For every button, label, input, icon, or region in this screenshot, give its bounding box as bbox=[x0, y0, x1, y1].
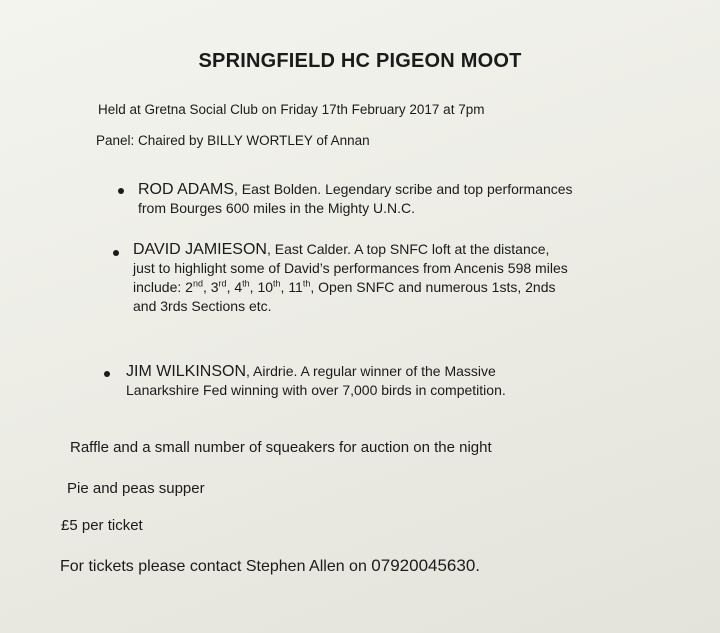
speaker-item-jim-wilkinson bbox=[126, 362, 506, 400]
speaker-description: , East Calder. A top SNFC loft at the distance, bbox=[266, 241, 550, 257]
ticket-price: £5 per ticket bbox=[61, 517, 143, 534]
placing: 10th bbox=[257, 278, 281, 295]
speaker-name: ROD ADAMS bbox=[138, 181, 235, 198]
speaker-line: from Bourges 600 miles in the Mighty U.N.C. bbox=[138, 200, 415, 216]
speaker-name: DAVID JAMIESON bbox=[133, 241, 267, 258]
speaker-description: , East Bolden. Legendary scribe and top performances bbox=[234, 181, 573, 197]
contact-phone: 07920045630. bbox=[371, 556, 481, 575]
placing: 11th bbox=[288, 278, 311, 295]
contact-text: For tickets please contact Stephen Allen on bbox=[60, 558, 372, 575]
placing: 4th bbox=[234, 278, 250, 295]
supper-line: Pie and peas supper bbox=[67, 480, 205, 497]
venue-date-line: Held at Gretna Social Club on Friday 17th February 2017 at 7pm bbox=[98, 102, 485, 117]
speaker-item-david-jamieson bbox=[133, 240, 568, 316]
speaker-description: , Airdrie. A regular winner of the Massive bbox=[246, 363, 496, 379]
bullet-icon bbox=[113, 250, 119, 256]
speaker-line bbox=[126, 362, 506, 381]
speaker-line: and 3rds Sections etc. bbox=[133, 298, 272, 314]
speaker-line bbox=[133, 240, 568, 259]
contact-line bbox=[60, 556, 480, 576]
placing: 2nd bbox=[185, 278, 203, 295]
bullet-icon bbox=[104, 371, 110, 377]
bullet-icon bbox=[118, 188, 124, 194]
placings-prefix: include: bbox=[133, 279, 186, 295]
raffle-line: Raffle and a small number of squeakers for auction on the night bbox=[70, 439, 492, 456]
speaker-line bbox=[138, 180, 573, 199]
placing: 3rd bbox=[210, 278, 227, 295]
speaker-line: Lanarkshire Fed winning with over 7,000 birds in competition. bbox=[126, 382, 506, 398]
placings-rest: Open SNFC and numerous 1sts, 2nds bbox=[314, 279, 556, 295]
speaker-item-rod-adams bbox=[138, 180, 573, 218]
speaker-line: include: 2nd, 3rd, 4th, 10th, 11th, Open SNFC and numerous 1sts, 2nds bbox=[133, 278, 556, 295]
speaker-line: just to highlight some of David’s performances from Ancenis 598 miles bbox=[133, 260, 568, 276]
panel-line: Panel: Chaired by BILLY WORTLEY of Annan bbox=[96, 133, 370, 148]
event-title: SPRINGFIELD HC PIGEON MOOT bbox=[198, 50, 522, 72]
speaker-name: JIM WILKINSON bbox=[126, 363, 247, 380]
